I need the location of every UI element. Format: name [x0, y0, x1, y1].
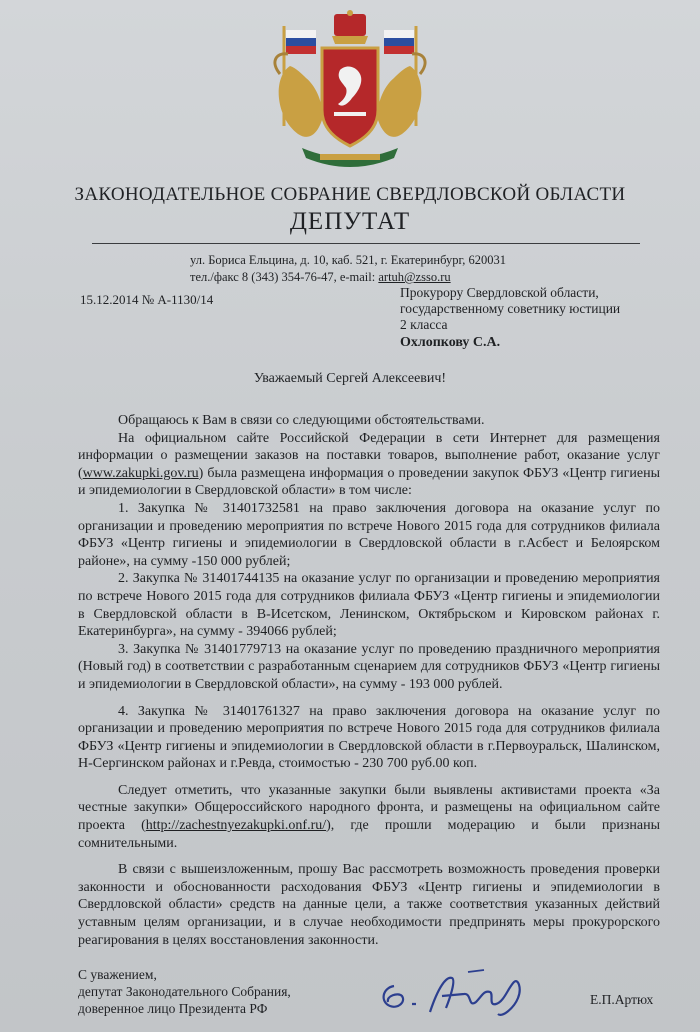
- email-link[interactable]: artuh@zsso.ru: [378, 270, 451, 284]
- contact-block: [190, 252, 506, 286]
- list-item-1: 1. Закупка № 31401732581 на право заключения договора на оказание услуг по организации и проведению мероприятия по встрече Нового 2015 года для сотрудников филиала ФБУЗ «Центр гигиены и эпидемиологии в Свердловской области в г.Асбест и Белоярском районе», на сумму -150 000 рублей;: [78, 500, 660, 569]
- author-position: ДЕПУТАТ: [289, 208, 411, 235]
- sverdlovsk-coat-of-arms-icon: [262, 8, 438, 178]
- phone-fax: тел./факс 8 (343) 354-76-47, e-mail:: [190, 270, 376, 284]
- addressee-line-2: государственному советнику юстиции: [400, 301, 621, 316]
- addressee-line-3: 2 класса: [400, 317, 448, 332]
- addressee-line-1: Прокурору Свердловской области,: [400, 285, 599, 300]
- onf-link[interactable]: http://zachestnyezakupki.onf.ru/: [145, 818, 327, 834]
- addressee-name: Охлопкову С.А.: [400, 335, 501, 350]
- phone-line: [190, 269, 506, 286]
- handwritten-signature-icon: [372, 968, 542, 1024]
- letter-body: [78, 412, 660, 949]
- signer-name: Е.П.Артюх: [590, 992, 654, 1007]
- zakupki-link[interactable]: www.zakupki.gov.ru: [82, 465, 199, 481]
- paragraph-zakupki: На официальном сайте Российской Федерации в сети Интернет для размещения информации о размещении заказов на поставки товаров, выполнение работ, оказание услуг (www.zakupki.gov.ru) была размещена информация о проведении закупок ФБУЗ «Центр гигиены и эпидемиологии в Свердловской области» в том числе:: [78, 430, 660, 499]
- paragraph-intro: Обращаюсь к Вам в связи со следующими обстоятельствами.: [118, 413, 485, 428]
- closing-block: [78, 966, 291, 1017]
- postal-address: ул. Бориса Ельцина, д. 10, каб. 521, г. Екатеринбург, 620031: [190, 253, 506, 267]
- date-and-number: 15.12.2014 № А-1130/14: [80, 292, 214, 307]
- closing-line-3: доверенное лицо Президента РФ: [78, 1001, 268, 1016]
- addressee-block: [400, 285, 620, 351]
- closing-line-1: С уважением,: [78, 967, 157, 982]
- paragraph-request: В связи с вышеизложенным, прошу Вас рассмотреть возможность проведения проверки законности и обоснованности расходования ФБУЗ «Центр гигиены и эпидемиологии в Свердловской области» средств на данные цели, а также соответствия указанных действий уставным целям организации, и в случае необходимости предпринять меры прокурорского реагирования в целях восстановления законности.: [78, 862, 660, 948]
- paragraph-onf: Следует отметить, что указанные закупки были выявлены активистами проекта «За честные закупки» Общероссийского народного фронта, и размещены на официальном сайте проекта (http://zachestnyezakupki.onf.ru/), где прошли модерацию и были признаны сомнительными.: [78, 782, 660, 851]
- organization-name: ЗАКОНОДАТЕЛЬНОЕ СОБРАНИЕ СВЕРДЛОВСКОЙ ОБЛАСТИ: [74, 184, 626, 205]
- header-divider: [92, 243, 640, 244]
- greeting: Уважаемый Сергей Алексеевич!: [253, 371, 447, 386]
- list-item-3: 3. Закупка № 31401779713 на оказание услуг по проведению праздничного мероприятия (Новый год) в соответствии с разработанным сценарием для сотрудников ФБУЗ «Центр гигиены и эпидемиологии в Свердловской области», на сумму - 193 000 рублей.: [78, 641, 660, 692]
- closing-line-2: депутат Законодательного Собрания,: [78, 984, 291, 999]
- list-item-4: 4. Закупка № 31401761327 на право заключения договора на оказание услуг по организации и проведению мероприятия по встрече Нового 2015 года для сотрудников филиала ФБУЗ «Центр гигиены и эпидемиологии в Свердловской области в г.Первоуральск, Шалинском, Н-Сергинском районах и г.Ревда, стоимостью - 230 700 руб.00 коп.: [78, 703, 660, 772]
- list-item-2: 2. Закупка № 31401744135 на оказание услуг по организации и проведению мероприятия по встрече Нового 2015 года для сотрудников филиала ФБУЗ «Центр гигиены и эпидемиологии в Свердловской области в В-Исетском, Ленинском, Октябрьском и Кировском районах г. Екатеринбурга», на сумму - 394066 рублей;: [78, 571, 660, 640]
